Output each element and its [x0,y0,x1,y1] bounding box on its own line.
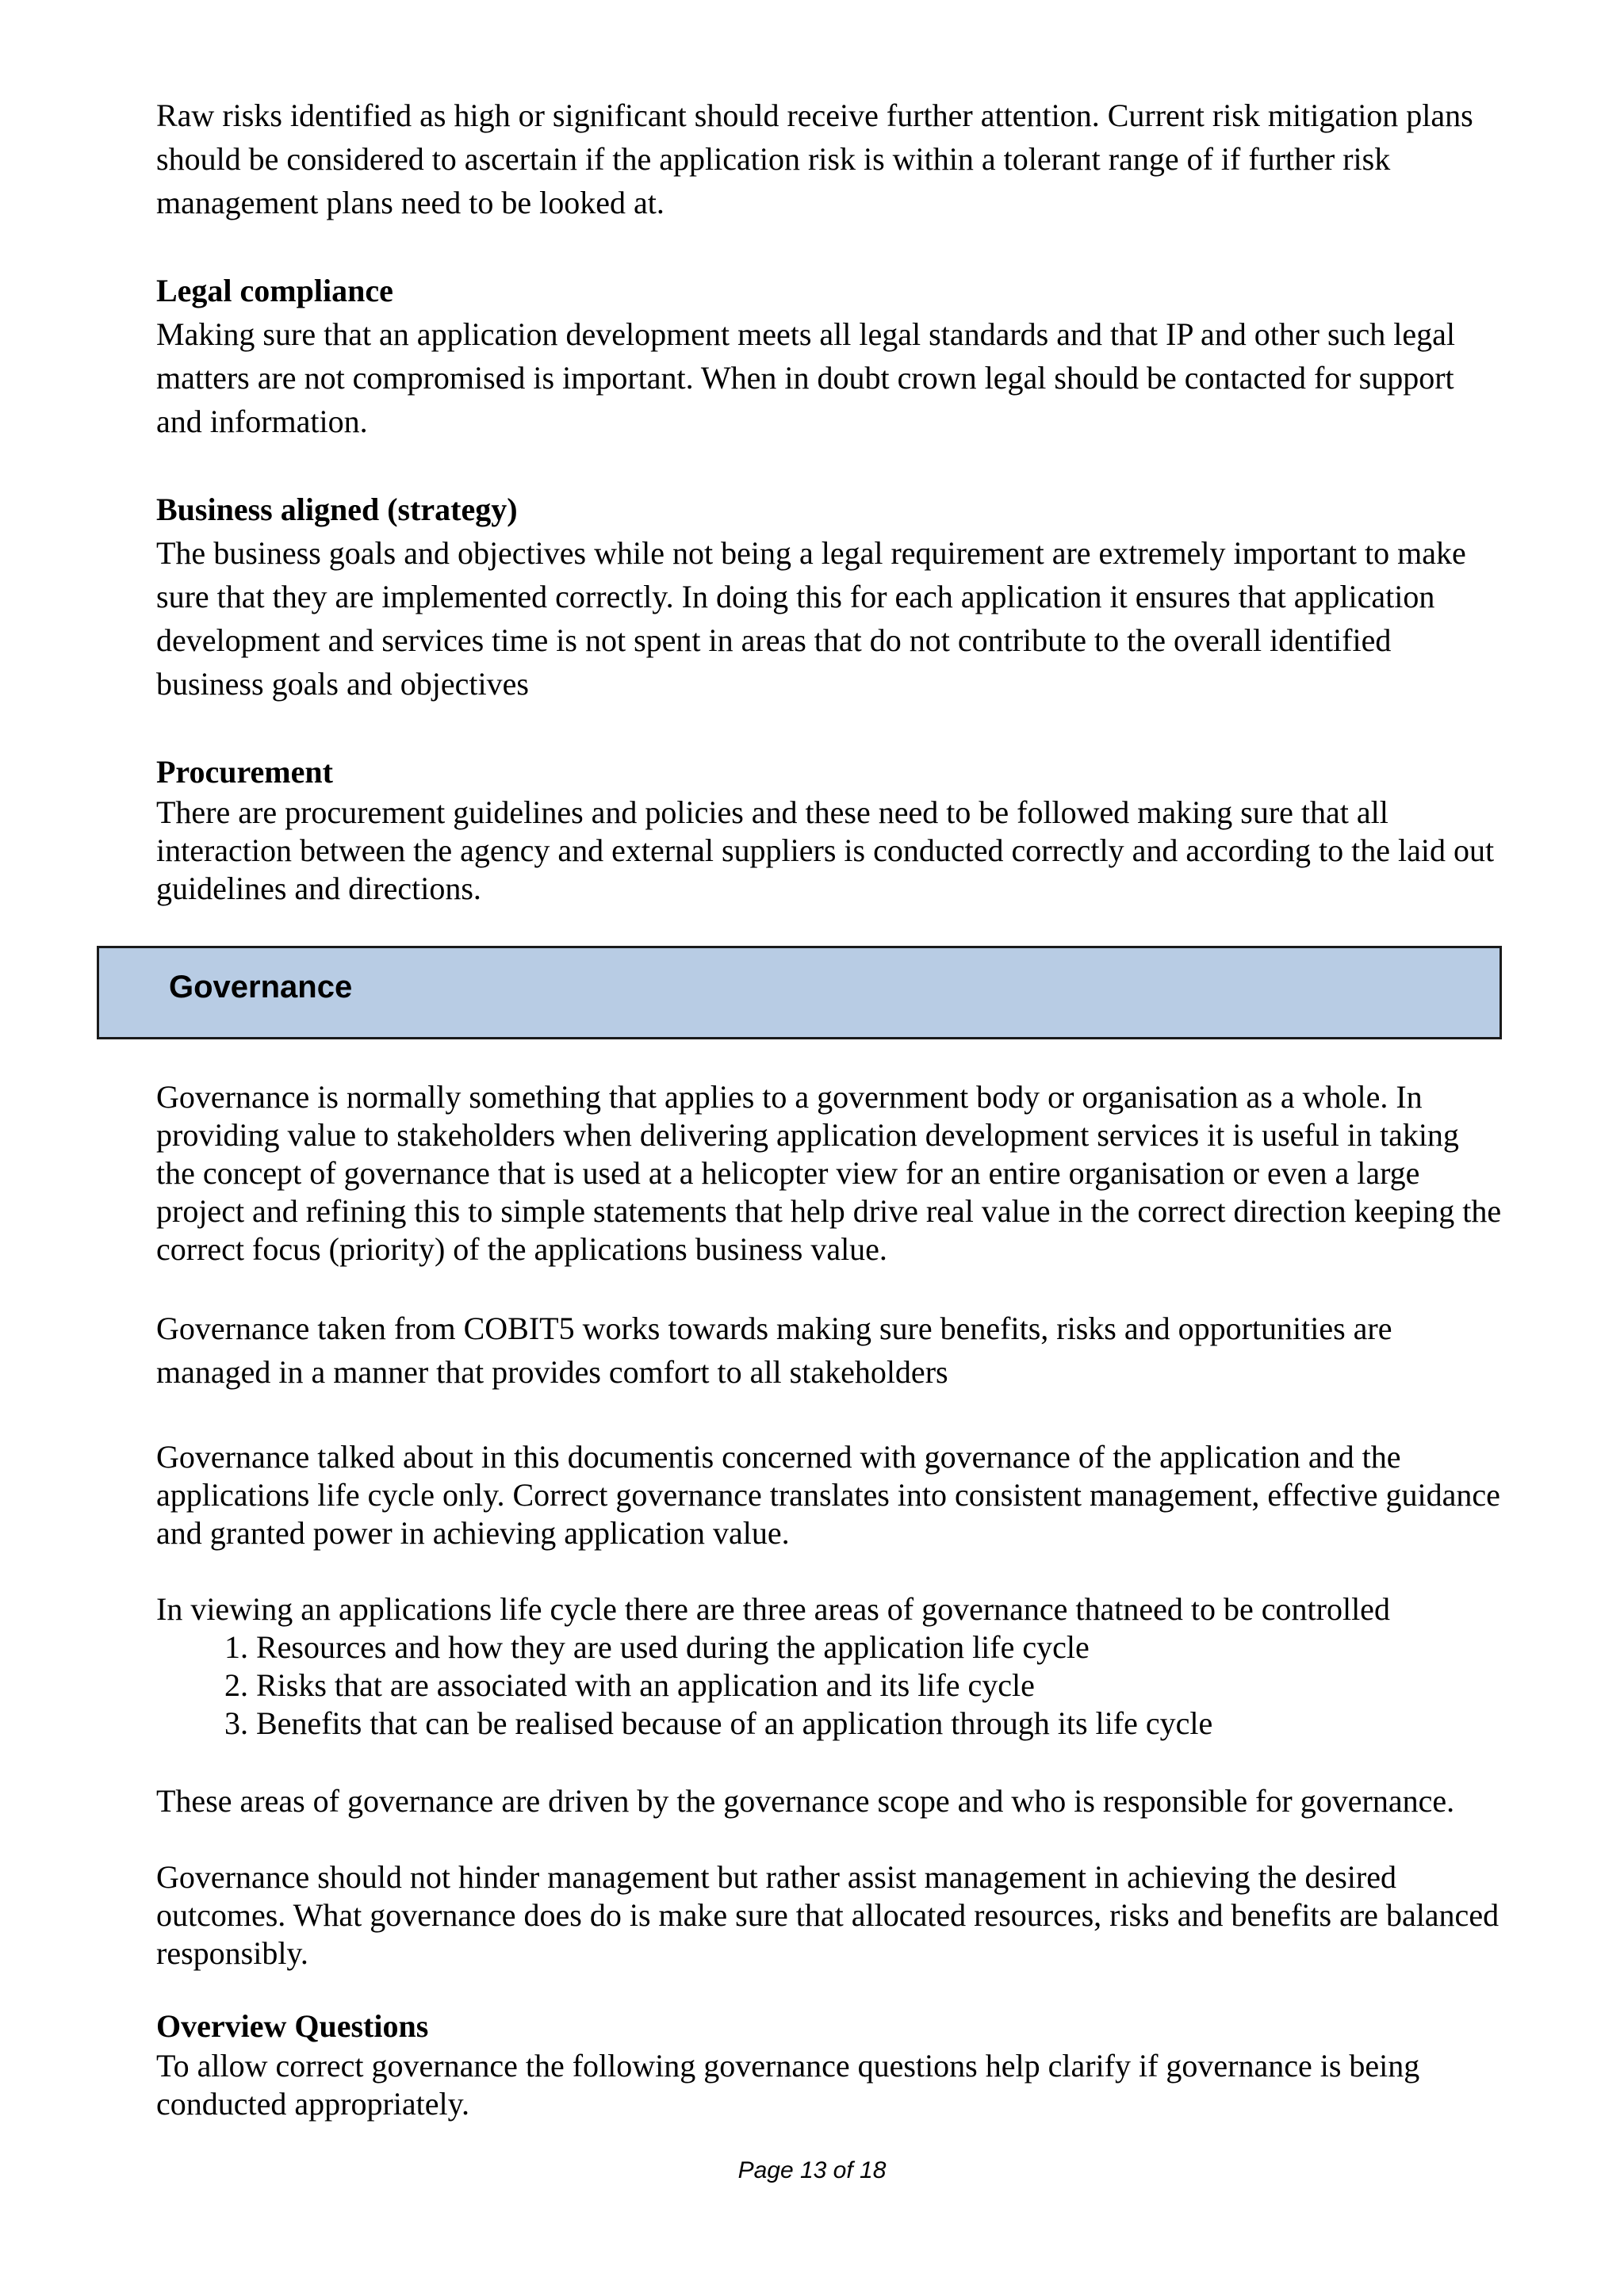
intro-paragraph: Raw risks identified as high or significant should receive further attention. Current risk mitigation plans should be considered to ascertain if the application risk is within a tolerant range of if further risk management plans need to be looked at. [156,98,1473,220]
list-item: 1. Resources and how they are used during the application life cycle [256,1628,1504,1667]
governance-paragraph-2: Governance taken from COBIT5 works towards making sure benefits, risks and opportunities are managed in a manner that provides comfort to all stakeholders [156,1311,1392,1390]
governance-paragraph-6: Governance should not hinder management but rather assist management in achieving the desired outcomes. What governance does do is make sure that allocated resources, risks and benefits are balanced responsibly. [156,1859,1500,1971]
list-item: 3. Benefits that can be realised because of an application through its life cycle [256,1705,1504,1743]
overview-questions-heading: Overview Questions [156,2008,429,2044]
governance-section-title: Governance [169,970,353,1004]
list-item: 2. Risks that are associated with an application and its life cycle [256,1667,1504,1705]
procurement-heading: Procurement [156,754,333,790]
governance-areas-list [156,1628,1504,1743]
procurement-paragraph: There are procurement guidelines and policies and these need to be followed making sure that all interaction between the agency and external suppliers is conducted correctly and according to the laid out guidelines and directions. [156,794,1495,906]
governance-section-header [97,946,1502,1039]
legal-compliance-paragraph: Making sure that an application development meets all legal standards and that IP and other such legal matters are not compromised is important. When in doubt crown legal should be contacted for support and information. [156,316,1456,439]
overview-questions-paragraph: To allow correct governance the following governance questions help clarify if governance is being conducted appropriately. [156,2048,1420,2122]
governance-content [156,1078,1504,2123]
governance-paragraph-1: Governance is normally something that applies to a government body or organisation as a whole. In providing value to stakeholders when delivering application development services it is useful in taking the concept of governance that is used at a helicopter view for an entire organisation or even a large project and refining this to simple statements that help drive real value in the correct direction keeping the correct focus (priority) of the applications business value. [156,1079,1502,1267]
business-aligned-paragraph: The business goals and objectives while not being a legal requirement are extremely important to make sure that they are implemented correctly. In doing this for each application it ensures that application development and services time is not spent in areas that do not contribute to the overall identified business goals and objectives [156,535,1466,702]
governance-paragraph-3: Governance talked about in this documentis concerned with governance of the application and the applications life cycle only. Correct governance translates into consistent management, effective guidance and granted power in achieving application value. [156,1439,1500,1551]
governance-paragraph-4: In viewing an applications life cycle there are three areas of governance thatneed to be controlled [156,1591,1390,1627]
upper-content [156,94,1504,908]
governance-paragraph-5: These areas of governance are driven by the governance scope and who is responsible for governance. [156,1783,1455,1819]
business-aligned-heading: Business aligned (strategy) [156,492,518,527]
page-number: Page 13 of 18 [737,2157,887,2183]
legal-compliance-heading: Legal compliance [156,273,393,308]
